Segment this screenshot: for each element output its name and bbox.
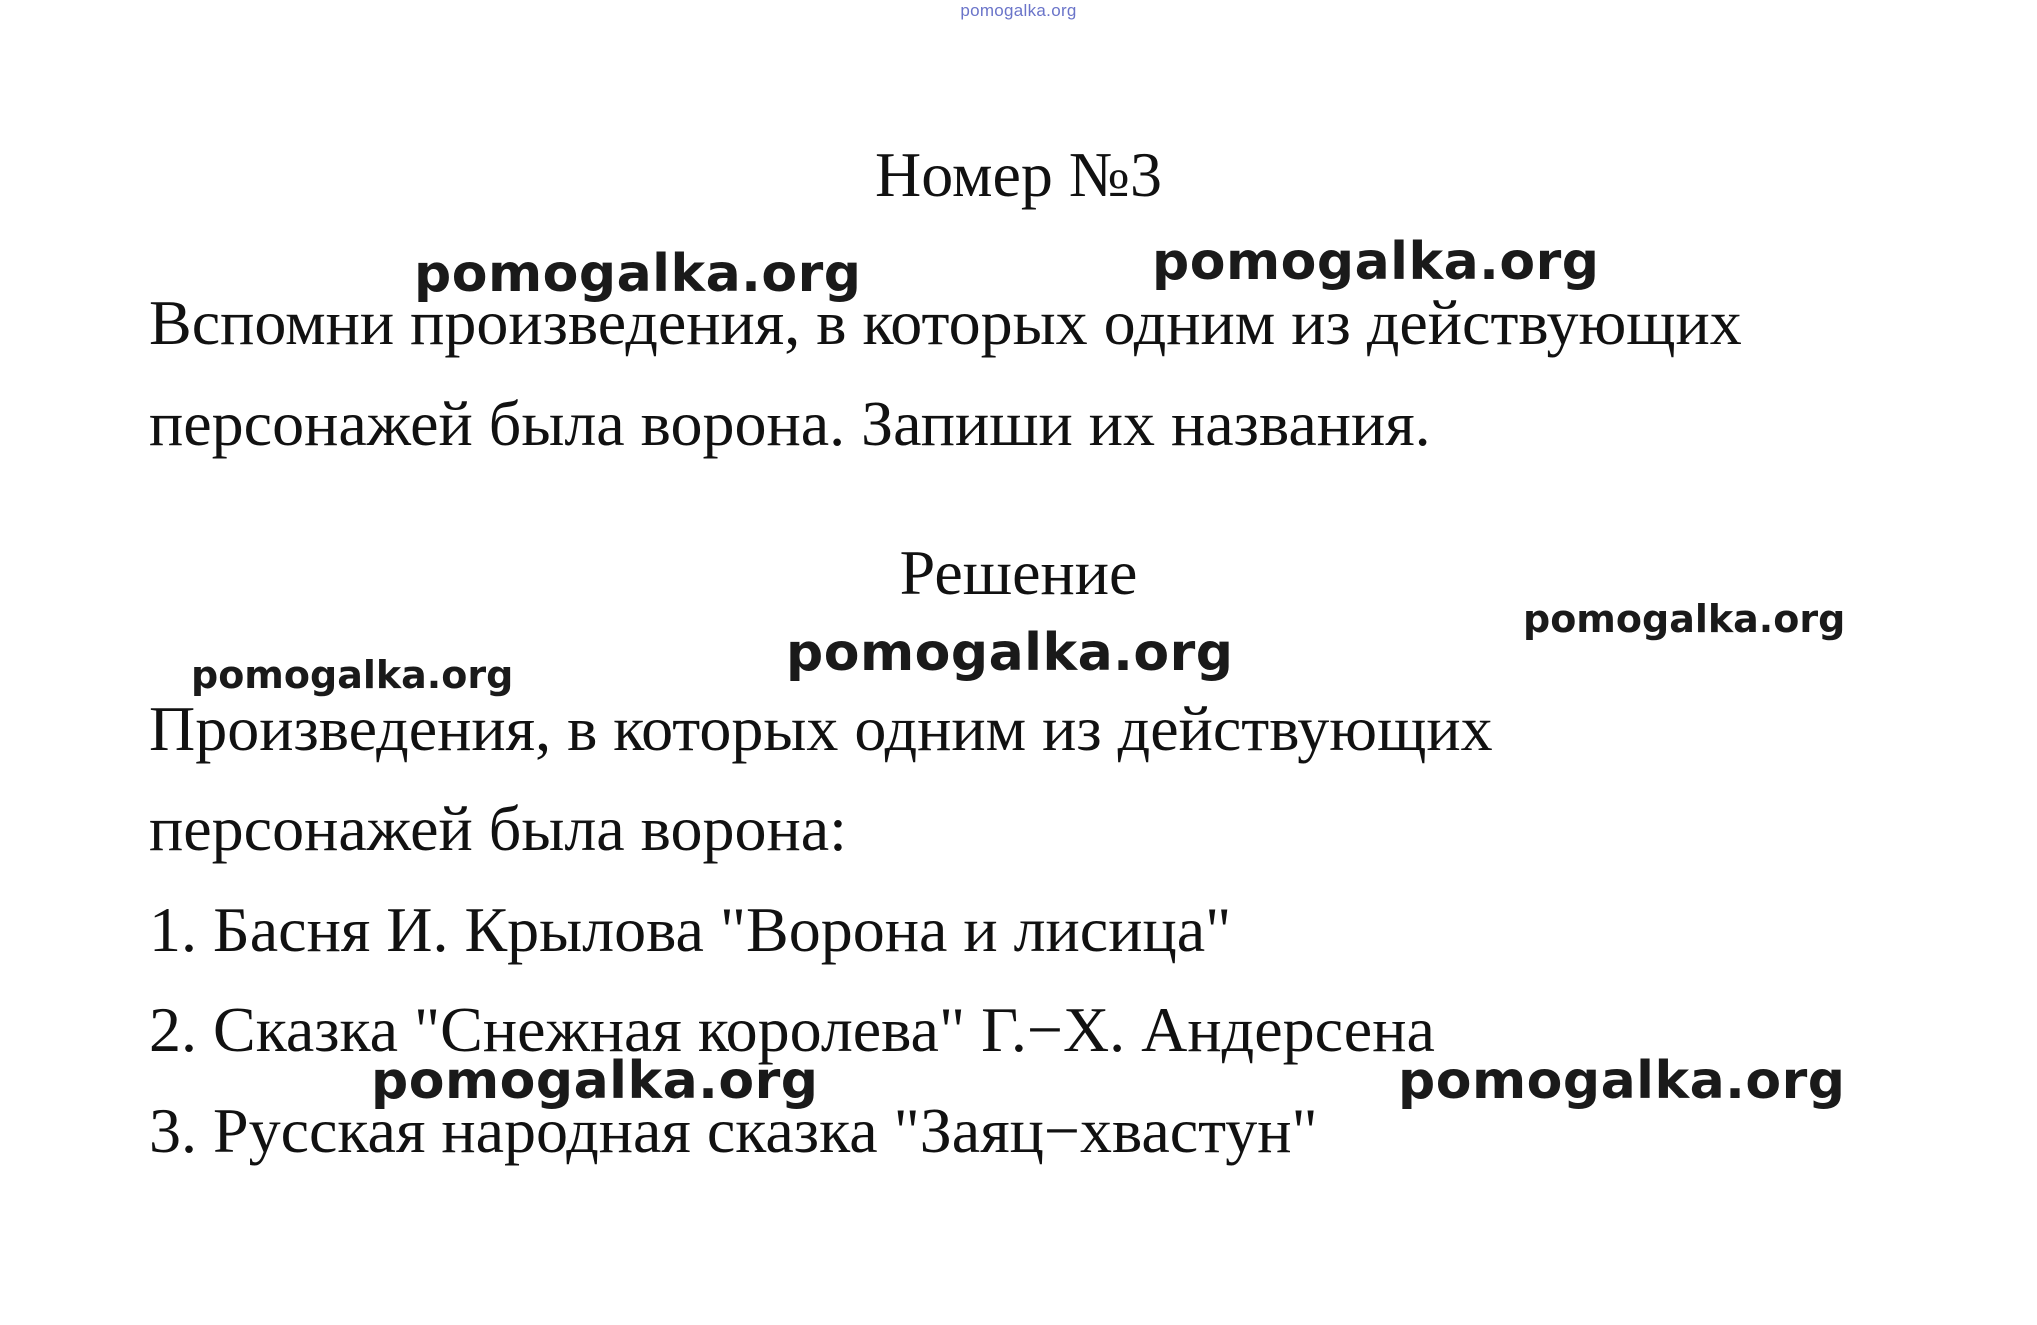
watermark: pomogalka.org (786, 623, 1234, 683)
watermark: pomogalka.org (371, 1051, 819, 1111)
watermark: pomogalka.org (191, 653, 514, 697)
solution-item-2: 2. Сказка "Снежная королева" Г.−Х. Андерсена (149, 994, 1435, 1065)
question-line-2: персонажей была ворона. Запиши их названия. (149, 388, 1431, 459)
watermark: pomogalka.org (1152, 232, 1600, 292)
watermark: pomogalka.org (1398, 1051, 1846, 1111)
site-link[interactable]: pomogalka.org (960, 1, 1077, 20)
solution-intro-line-1: Произведения, в которых одним из действующих (149, 693, 1493, 764)
solution-item-3: 3. Русская народная сказка "Заяц−хвастун" (149, 1095, 1318, 1166)
question-line-1: Вспомни произведения, в которых одним из действующих (149, 287, 1742, 358)
solution-title: Решение (899, 537, 1138, 608)
solution-intro-line-2: персонажей была ворона: (149, 793, 847, 864)
watermark: pomogalka.org (414, 244, 862, 304)
solution-item-1: 1. Басня И. Крылова "Ворона и лисица" (149, 894, 1232, 965)
watermark: pomogalka.org (1523, 597, 1846, 641)
task-title: Номер №3 (875, 139, 1162, 210)
